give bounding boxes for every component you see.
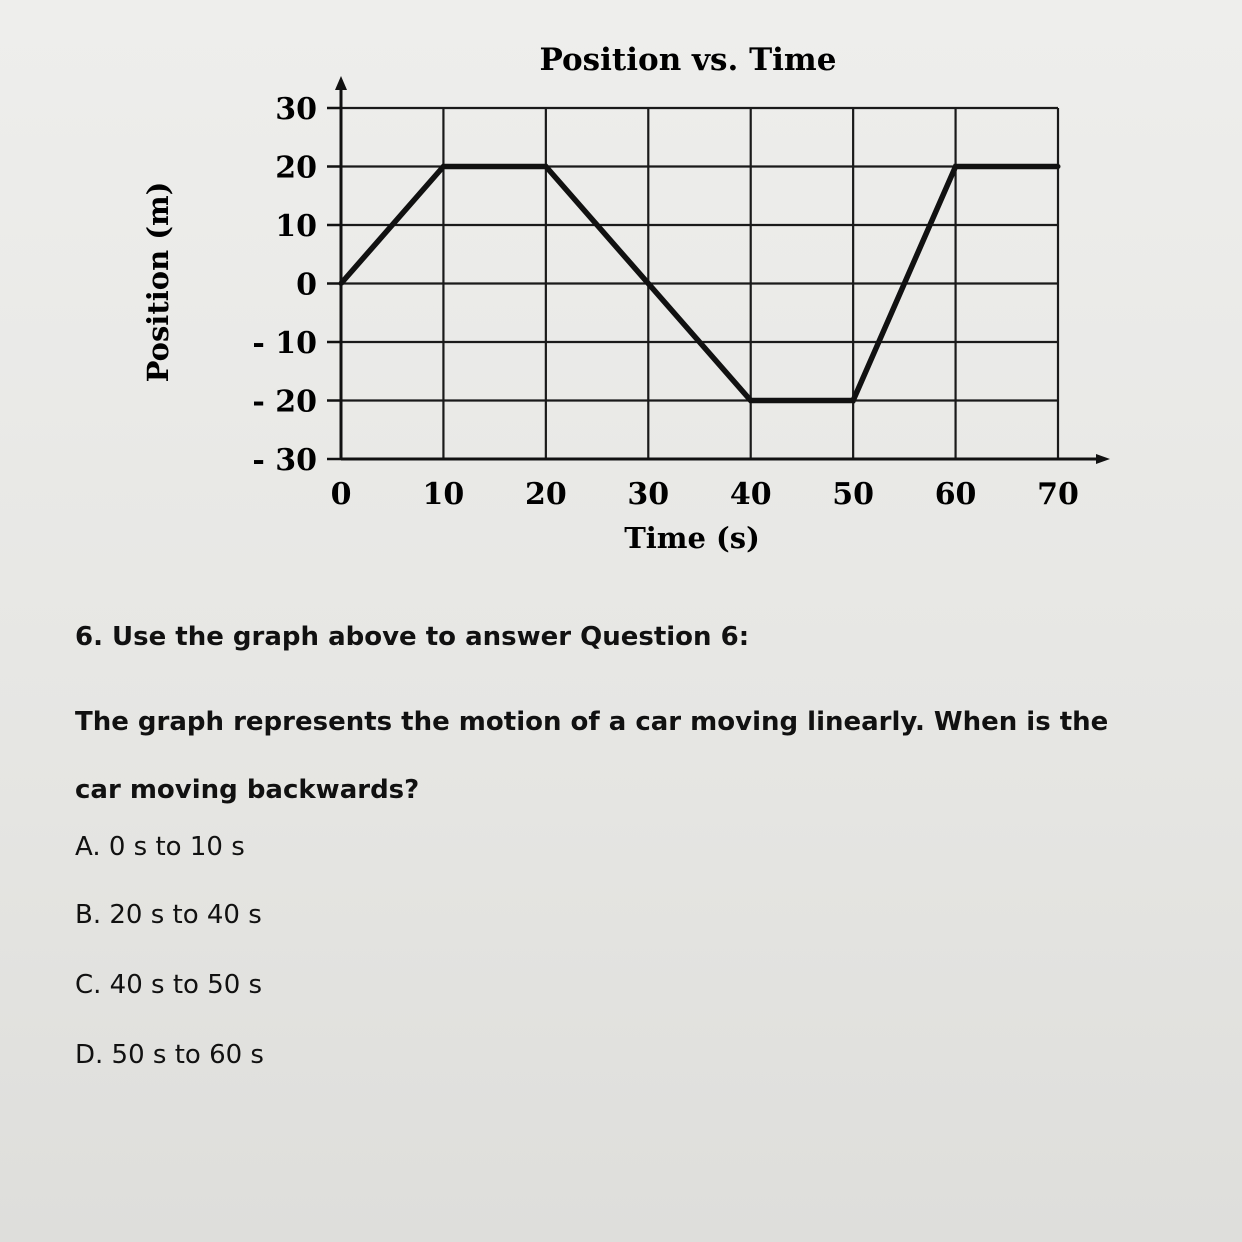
y-tick-label: - 20 (252, 384, 317, 420)
y-tick-label: 30 (275, 92, 317, 127)
data-point (339, 281, 344, 286)
x-tick-label: 70 (1037, 477, 1079, 512)
data-point (953, 164, 958, 169)
data-point (1056, 164, 1061, 169)
y-tick-label: 20 (275, 150, 317, 186)
data-point (851, 398, 856, 403)
y-axis-label: Position (m) (141, 181, 175, 383)
chart-grid (341, 108, 1058, 459)
y-tick-label: - 30 (252, 443, 317, 478)
x-tick-label: 30 (627, 477, 670, 512)
y-axis-arrow (335, 76, 347, 90)
option-c[interactable]: C. 40 s to 50 s (75, 970, 263, 1000)
question-prompt: The graph represents the motion of a car moving linearly. When is the car moving backwards? (75, 707, 1109, 805)
data-point (748, 398, 753, 403)
x-tick-label: 40 (729, 477, 772, 512)
data-point (543, 164, 548, 169)
option-a[interactable]: A. 0 s to 10 s (75, 832, 245, 862)
x-tick-label: 0 (330, 477, 352, 512)
y-tick-label: - 10 (252, 326, 317, 361)
x-tick-label: 10 (422, 477, 465, 512)
x-axis-arrow (1096, 454, 1110, 464)
data-point (441, 164, 446, 169)
question-heading: 6. Use the graph above to answer Question 6: (75, 622, 750, 652)
position-time-chart (0, 0, 1242, 600)
x-tick-label: 60 (934, 477, 977, 512)
x-tick-label: 50 (832, 477, 875, 512)
x-tick-label: 20 (524, 477, 567, 512)
y-tick-label: 0 (296, 267, 317, 303)
x-axis-label: Time (s) (624, 521, 760, 555)
y-tick-label: 10 (275, 209, 317, 244)
option-b[interactable]: B. 20 s to 40 s (75, 900, 262, 930)
option-d[interactable]: D. 50 s to 60 s (75, 1040, 264, 1070)
chart-title: Position vs. Time (539, 42, 837, 78)
